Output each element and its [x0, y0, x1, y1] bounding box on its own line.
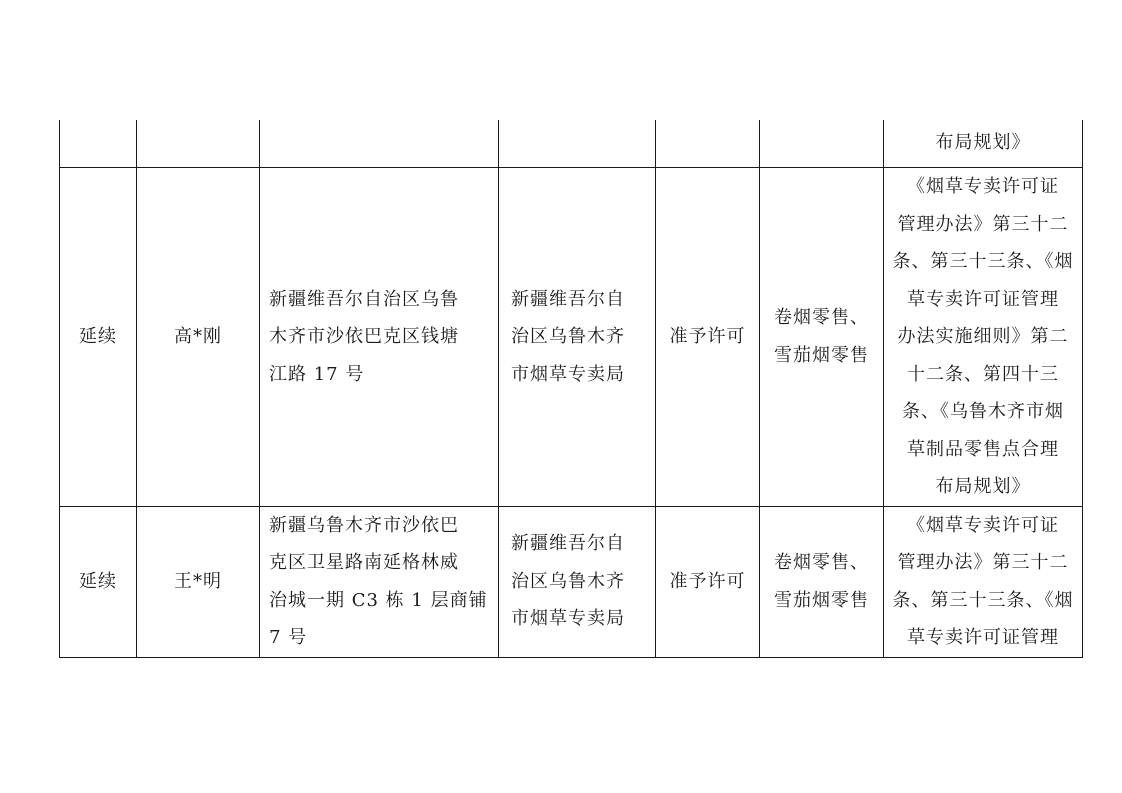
- cell-name: 高*刚: [137, 168, 260, 507]
- address-line: 7 号: [269, 627, 308, 648]
- cell-type: 延续: [60, 506, 137, 657]
- organization-line: 市烟草专卖局: [511, 608, 625, 630]
- cell-basis: [884, 506, 1083, 657]
- basis-line: 《烟草专卖许可证: [907, 176, 1059, 197]
- organization-line: 市烟草专卖局: [511, 363, 625, 385]
- organization-line: 新疆维吾尔自: [511, 533, 625, 555]
- table-row: [60, 506, 1083, 657]
- cell-type: [60, 120, 137, 168]
- permit-table: [59, 120, 1083, 658]
- cell-basis: [884, 168, 1083, 507]
- organization-line: 治区乌鲁木齐: [511, 326, 625, 347]
- cell-scope: [760, 120, 884, 168]
- cell-address: [260, 168, 499, 507]
- cell-scope: [760, 168, 884, 507]
- cell-organization: [499, 506, 656, 657]
- basis-line: 条、第三十三条、《烟: [892, 251, 1074, 272]
- cell-address: [260, 506, 499, 657]
- cell-basis: [884, 120, 1083, 168]
- basis-line: 布局规划》: [935, 131, 1031, 153]
- address-line: 治城一期 C3 栋 1 层商铺: [269, 589, 488, 611]
- scope-line: 雪茄烟零售: [774, 589, 869, 611]
- basis-line: 管理办法》第三十二: [897, 552, 1069, 573]
- cell-name: [137, 120, 260, 168]
- basis-line: 十二条、第四十三: [907, 363, 1059, 385]
- cell-type: 延续: [60, 168, 137, 507]
- cell-organization: [499, 120, 656, 168]
- cell-decision: [656, 120, 760, 168]
- basis-line: 条、《乌鲁木齐市烟: [902, 401, 1064, 422]
- basis-line: 草制品零售点合理: [907, 438, 1059, 460]
- cell-organization: [499, 168, 656, 507]
- organization-line: 新疆维吾尔自: [511, 288, 625, 310]
- basis-line: 《烟草专卖许可证: [907, 514, 1059, 536]
- scope-line: 雪茄烟零售: [774, 344, 869, 366]
- basis-line: 办法实施细则》第二: [897, 326, 1069, 347]
- address-line: 江路 17 号: [269, 363, 365, 385]
- address-line: 新疆维吾尔自治区乌鲁: [269, 288, 459, 310]
- organization-line: 治区乌鲁木齐: [511, 570, 625, 592]
- scope-line: 卷烟零售、: [774, 307, 869, 329]
- basis-line: 条、第三十三条、《烟: [892, 589, 1074, 611]
- cell-decision: 准予许可: [656, 168, 760, 507]
- cell-scope: [760, 506, 884, 657]
- address-line: 克区卫星路南延格林威: [269, 552, 459, 573]
- basis-line: 管理办法》第三十二: [897, 213, 1069, 235]
- cell-decision: 准予许可: [656, 506, 760, 657]
- table-row-continued: [60, 120, 1083, 168]
- cell-address: [260, 120, 499, 168]
- address-line: 木齐市沙依巴克区钱塘: [269, 326, 459, 347]
- basis-line: 草专卖许可证管理: [907, 288, 1059, 310]
- address-line: 新疆乌鲁木齐市沙依巴: [269, 514, 459, 536]
- basis-line: 草专卖许可证管理: [907, 627, 1059, 648]
- scope-line: 卷烟零售、: [774, 552, 869, 573]
- basis-line: 布局规划》: [935, 476, 1031, 497]
- table-row: [60, 168, 1083, 507]
- cell-name: 王*明: [137, 506, 260, 657]
